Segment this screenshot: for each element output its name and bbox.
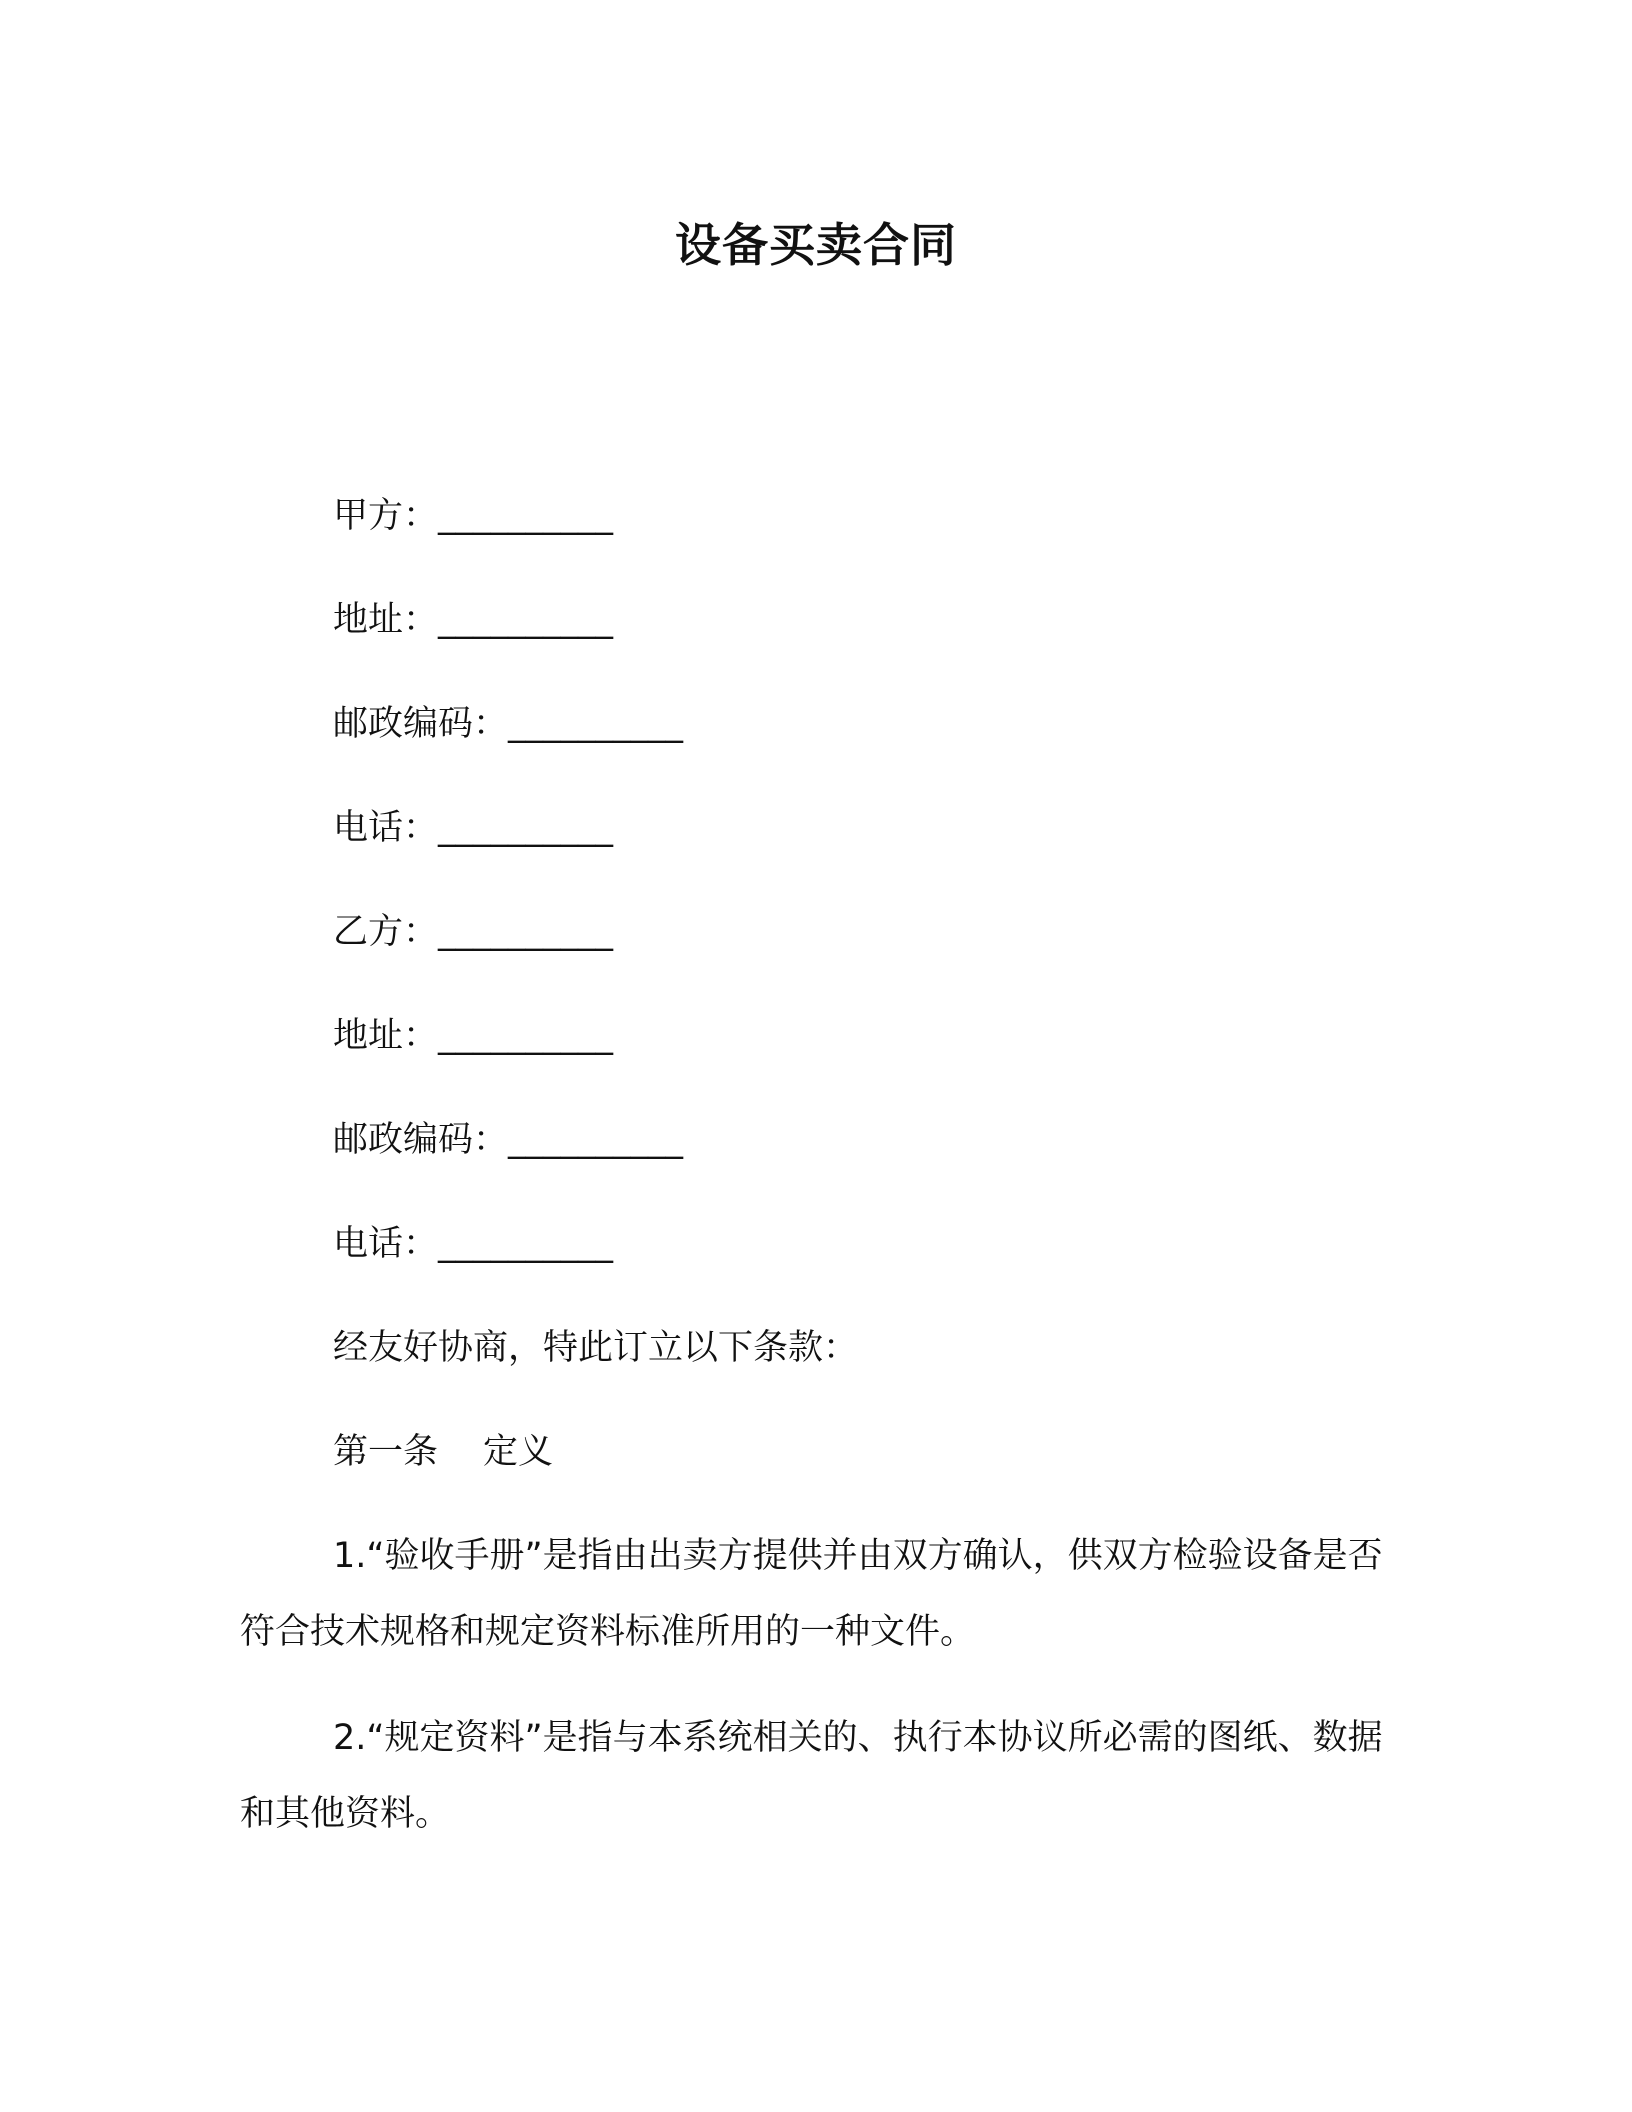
party-a-postcode-blank[interactable]: __________ (508, 704, 684, 744)
party-b-address-line (333, 1014, 613, 1060)
party-b-postcode-label: 邮政编码： (333, 1120, 509, 1160)
party-a-name-line (333, 494, 613, 540)
party-b-address-label: 地址： (333, 1016, 439, 1056)
party-a-postcode-label: 邮政编码： (333, 704, 509, 744)
party-b-address-blank[interactable]: __________ (438, 1016, 614, 1056)
party-a-address-label: 地址： (333, 600, 439, 640)
party-b-name-blank[interactable]: __________ (438, 912, 614, 952)
intro-statement: 经友好协商，特此订立以下条款： (333, 1328, 859, 1368)
article-1-number: 第一条 (333, 1432, 439, 1472)
party-a-postcode-line (333, 702, 683, 748)
clause-2: 2.“规定资料”是指与本系统相关的、执行本协议所必需的图纸、数据和其他资料。 (240, 1718, 1383, 1834)
party-b-postcode-line (333, 1118, 683, 1164)
party-a-name-blank[interactable]: __________ (438, 496, 614, 536)
party-b-postcode-blank[interactable]: __________ (508, 1120, 684, 1160)
party-b-name-label: 乙方： (333, 912, 439, 952)
party-a-address-blank[interactable]: __________ (438, 600, 614, 640)
party-a-phone-label: 电话： (333, 808, 439, 848)
article-1-heading (333, 1430, 553, 1476)
party-a-name-label: 甲方： (333, 496, 439, 536)
party-a-address-line (333, 598, 613, 644)
party-b-name-line (333, 910, 613, 956)
article-1-title: 定义 (483, 1432, 554, 1472)
party-b-phone-blank[interactable]: __________ (438, 1224, 614, 1264)
party-a-phone-blank[interactable]: __________ (438, 808, 614, 848)
document-title: 设备买卖合同 (675, 218, 957, 272)
clause-1: 1.“验收手册”是指由出卖方提供并由双方确认，供双方检验设备是否符合技术规格和规定资料标准所用的一种文件。 (240, 1536, 1383, 1652)
party-b-phone-line (333, 1222, 613, 1268)
party-b-phone-label: 电话： (333, 1224, 439, 1264)
party-a-phone-line (333, 806, 613, 852)
